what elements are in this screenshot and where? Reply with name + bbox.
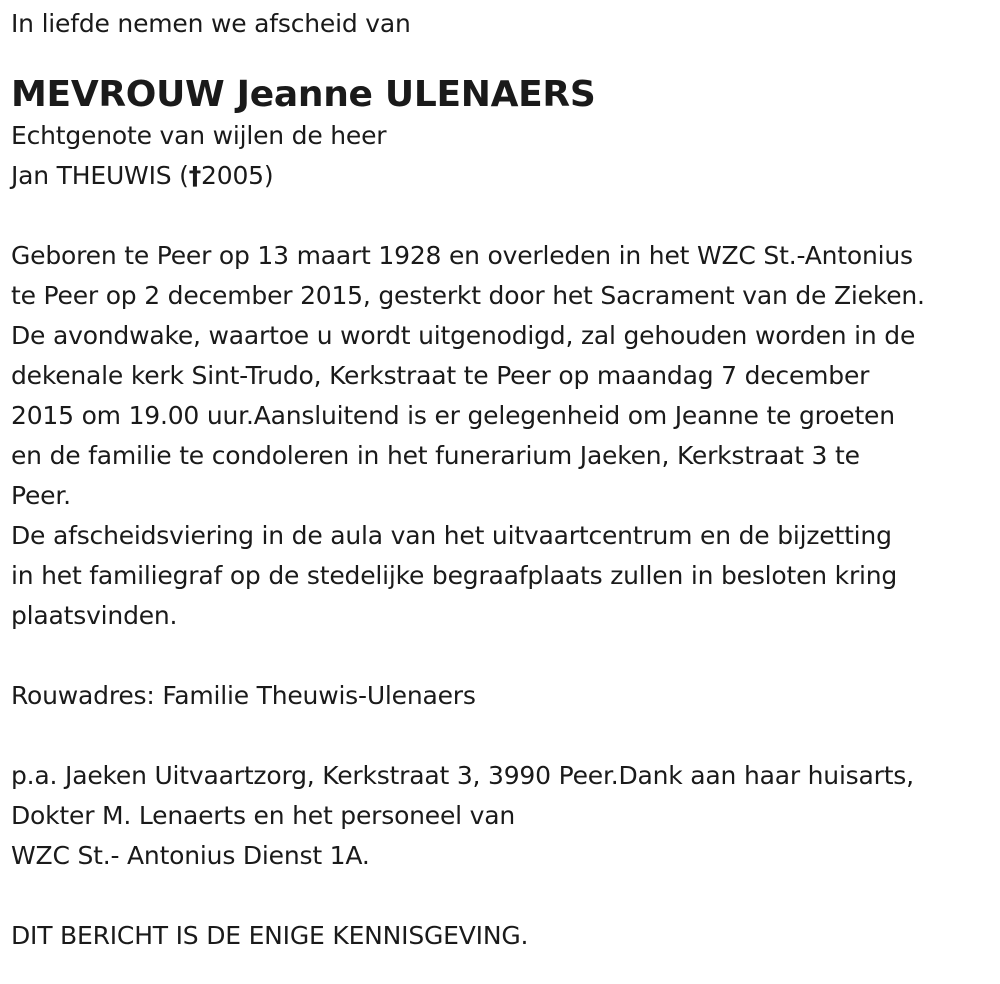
body-line: in het familiegraf op de stedelijke begraafplaats zullen in besloten kring — [11, 561, 898, 590]
spouse-name: Jan THEUWIS ( — [11, 161, 189, 190]
body-line: te Peer op 2 december 2015, gesterkt door het Sacrament van de Zieken. — [11, 281, 925, 310]
deceased-name: MEVROUW Jeanne ULENAERS — [11, 74, 596, 115]
body-line: plaatsvinden. — [11, 601, 178, 630]
body-line: en de familie te condoleren in het funerarium Jaeken, Kerkstraat 3 te — [11, 441, 860, 470]
mourning-address: Rouwadres: Familie Theuwis-Ulenaers — [11, 681, 476, 710]
body-line: Peer. — [11, 481, 71, 510]
spouse-name-line — [11, 156, 996, 196]
spacer — [11, 196, 996, 236]
cross-icon: † — [188, 161, 202, 190]
body-line: 2015 om 19.00 uur.Aansluitend is er gelegenheid om Jeanne te groeten — [11, 401, 895, 430]
spacer — [11, 636, 996, 676]
intro-text: In liefde nemen we afscheid van — [11, 9, 411, 38]
body-line: dekenale kerk Sint-Trudo, Kerkstraat te Peer op maandag 7 december — [11, 361, 870, 390]
thanks-line: Dokter M. Lenaerts en het personeel van — [11, 801, 516, 830]
body-line: Geboren te Peer op 13 maart 1928 en overleden in het WZC St.-Antonius — [11, 241, 913, 270]
thanks-line: WZC St.- Antonius Dienst 1A. — [11, 841, 370, 870]
spouse-death-year: 2005) — [201, 161, 274, 190]
spacer — [11, 716, 996, 756]
spacer — [11, 876, 996, 916]
body-line: De afscheidsviering in de aula van het uitvaartcentrum en de bijzetting — [11, 521, 892, 550]
obituary-notice — [11, 4, 996, 956]
body-line: De avondwake, waartoe u wordt uitgenodigd, zal gehouden worden in de — [11, 321, 916, 350]
closing-statement: DIT BERICHT IS DE ENIGE KENNISGEVING. — [11, 921, 529, 950]
spouse-line: Echtgenote van wijlen de heer — [11, 121, 387, 150]
thanks-line: p.a. Jaeken Uitvaartzorg, Kerkstraat 3, 3990 Peer.Dank aan haar huisarts, — [11, 761, 914, 790]
